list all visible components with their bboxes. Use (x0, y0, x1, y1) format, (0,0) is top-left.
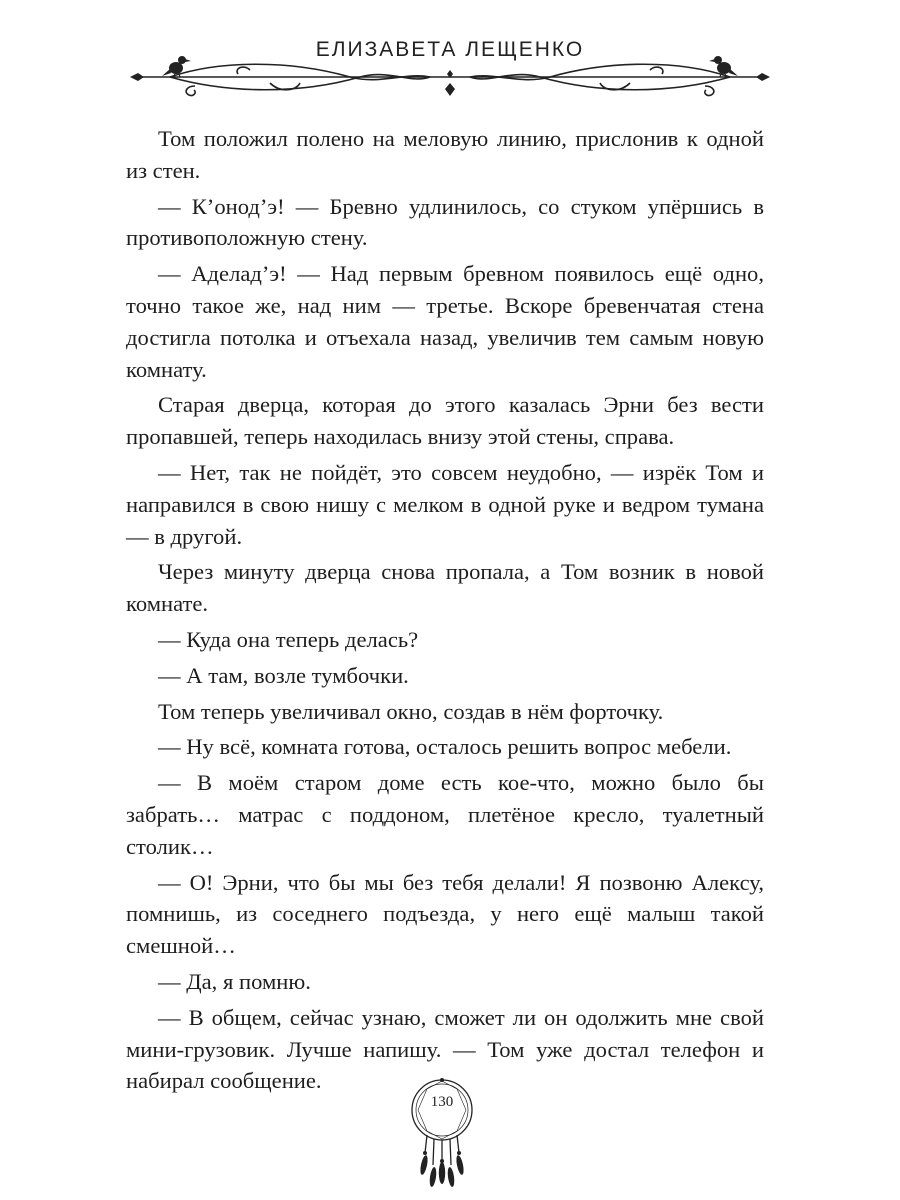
paragraph: Том положил полено на меловую линию, прислонив к одной из стен. (126, 126, 764, 183)
body-text (126, 123, 764, 1097)
paragraph: — Да, я помню. (158, 968, 311, 994)
paragraph: — К’онод’э! — Бревно удлинилось, со стуком упёршись в противоположную стену. (126, 193, 764, 251)
paragraph: — О! Эрни, что бы мы без тебя делали! Я позвоню Алексу, помнишь, из соседнего подъезда, у него ещё малыш такой смешной… (126, 869, 764, 959)
running-header-author: ЕЛИЗАВЕТА ЛЕЩЕНКО (315, 38, 585, 61)
paragraph: — В моём старом доме есть кое-что, можно было бы забрать… матрас с поддоном, плетёное кресло, туалетный столик… (126, 770, 764, 859)
raven-left-icon (162, 56, 191, 77)
header-ornament-divider (130, 50, 770, 98)
paragraph: Старая дверца, которая до этого казалась Эрни без вести пропавшей, теперь находилась внизу этой стены, справа. (126, 392, 764, 450)
paragraph: — В общем, сейчас узнаю, сможет ли он одолжить мне свой мини-грузовик. Лучше напишу. — Том уже достал телефон и набирал сообщение. (126, 1004, 764, 1094)
page-number: 130 (430, 1094, 454, 1110)
dreamcatcher-icon (405, 1073, 479, 1189)
paragraph: Через минуту дверца снова пропала, а Том возник в новой комнате. (126, 559, 764, 617)
raven-right-icon (709, 56, 738, 77)
paragraph: — Аделад’э! — Над первым бревном появилось ещё одно, точно такое же, над ним — третье. Вскоре бревенчатая стена достигла потолка и отъехала назад, увеличив тем самым новую комнату. (126, 261, 764, 382)
diamond-ornament-icon (130, 70, 770, 96)
paragraph: — Нет, так не пойдёт, это совсем неудобно, — изрёк Том и направился в свою нишу с мелком в одной руке и ведром тумана — в другой. (126, 459, 764, 549)
paragraph: — А там, возле тумбочки. (158, 662, 409, 688)
paragraph: — Куда она теперь делась? (158, 626, 419, 652)
paragraph: Том теперь увеличивал окно, создав в нём форточку. (158, 698, 664, 724)
paragraph: — Ну всё, комната готова, осталось решить вопрос мебели. (158, 734, 732, 760)
